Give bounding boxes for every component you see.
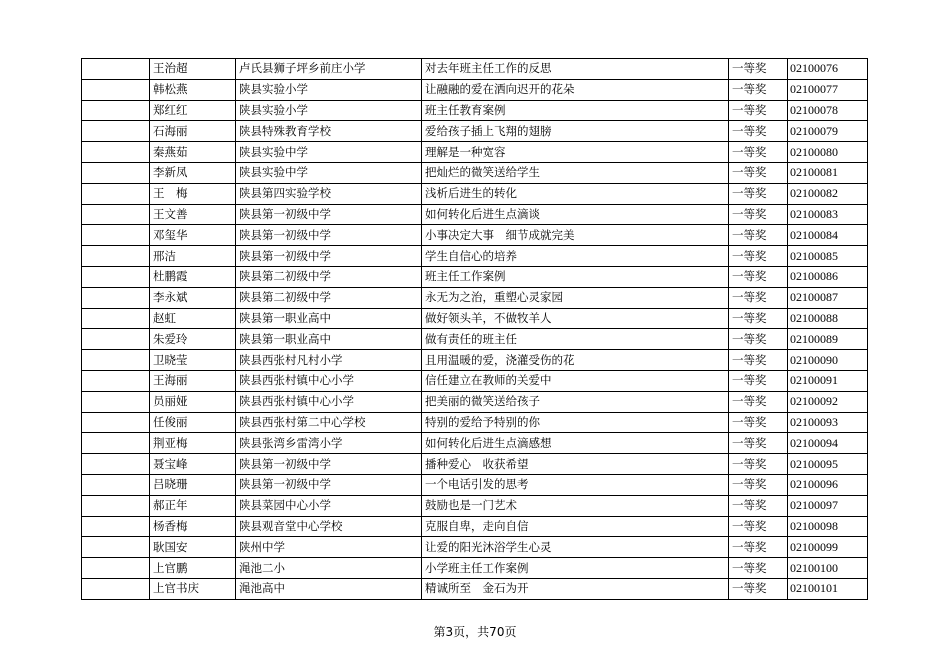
cell-prize: 一等奖 — [729, 412, 788, 433]
cell-code: 02100089 — [788, 329, 868, 350]
cell-index — [82, 287, 150, 308]
cell-index — [82, 578, 150, 599]
cell-title: 爱给孩子插上飞翔的翅膀 — [422, 121, 729, 142]
cell-title: 做有责任的班主任 — [422, 329, 729, 350]
cell-title: 浅析后进生的转化 — [422, 183, 729, 204]
cell-title: 班主任教育案例 — [422, 100, 729, 121]
cell-title: 且用温暖的爱，浇灌受伤的花 — [422, 350, 729, 371]
cell-index — [82, 412, 150, 433]
cell-prize: 一等奖 — [729, 162, 788, 183]
table-row — [82, 370, 868, 391]
cell-prize: 一等奖 — [729, 454, 788, 475]
cell-school: 陕县第一初级中学 — [236, 454, 422, 475]
cell-prize: 一等奖 — [729, 59, 788, 80]
award-table — [81, 58, 868, 600]
cell-school: 卢氏县狮子坪乡前庄小学 — [236, 59, 422, 80]
cell-school: 陕县实验中学 — [236, 162, 422, 183]
cell-school: 陕县西张村第二中心学校 — [236, 412, 422, 433]
cell-prize: 一等奖 — [729, 79, 788, 100]
cell-title: 鼓励也是一门艺术 — [422, 495, 729, 516]
cell-title: 小学班主任工作案例 — [422, 558, 729, 579]
cell-name: 吕晓珊 — [150, 474, 236, 495]
cell-title: 让爱的阳光沐浴学生心灵 — [422, 537, 729, 558]
cell-code: 02100098 — [788, 516, 868, 537]
cell-name: 李永斌 — [150, 287, 236, 308]
cell-code: 02100090 — [788, 350, 868, 371]
cell-school: 陕县菜园中心小学 — [236, 495, 422, 516]
cell-school: 陕县第四实验学校 — [236, 183, 422, 204]
cell-prize: 一等奖 — [729, 246, 788, 267]
cell-index — [82, 495, 150, 516]
cell-index — [82, 454, 150, 475]
cell-name: 荆亚梅 — [150, 433, 236, 454]
table-row — [82, 391, 868, 412]
cell-title: 如何转化后进生点滴感想 — [422, 433, 729, 454]
table-row — [82, 495, 868, 516]
cell-prize: 一等奖 — [729, 308, 788, 329]
cell-school: 陕县第二初级中学 — [236, 266, 422, 287]
cell-name: 李新凤 — [150, 162, 236, 183]
cell-code: 02100101 — [788, 578, 868, 599]
cell-name: 杜鹏霞 — [150, 266, 236, 287]
cell-title: 让融融的爱在洒向迟开的花朵 — [422, 79, 729, 100]
cell-index — [82, 100, 150, 121]
table-row — [82, 350, 868, 371]
table-row — [82, 474, 868, 495]
cell-index — [82, 516, 150, 537]
award-table-body — [82, 59, 868, 600]
cell-prize: 一等奖 — [729, 578, 788, 599]
cell-school: 陕县实验小学 — [236, 100, 422, 121]
table-row — [82, 142, 868, 163]
cell-school: 陕县观音堂中心学校 — [236, 516, 422, 537]
cell-school: 陕县张湾乡雷湾小学 — [236, 433, 422, 454]
cell-name: 耿国安 — [150, 537, 236, 558]
cell-code: 02100085 — [788, 246, 868, 267]
cell-title: 信任建立在教师的关爱中 — [422, 370, 729, 391]
table-row — [82, 454, 868, 475]
cell-title: 把灿烂的微笑送给学生 — [422, 162, 729, 183]
cell-code: 02100077 — [788, 79, 868, 100]
table-row — [82, 516, 868, 537]
cell-school: 陕县西张村镇中心小学 — [236, 370, 422, 391]
cell-school: 陕县第一初级中学 — [236, 204, 422, 225]
cell-name: 王海丽 — [150, 370, 236, 391]
table-row — [82, 329, 868, 350]
cell-prize: 一等奖 — [729, 495, 788, 516]
cell-index — [82, 183, 150, 204]
cell-prize: 一等奖 — [729, 433, 788, 454]
cell-name: 聂宝峰 — [150, 454, 236, 475]
page-footer: 第3页，共70页 — [433, 625, 517, 639]
cell-index — [82, 59, 150, 80]
cell-school: 陕州中学 — [236, 537, 422, 558]
cell-prize: 一等奖 — [729, 287, 788, 308]
table-row — [82, 79, 868, 100]
cell-title: 学生自信心的培养 — [422, 246, 729, 267]
table-row — [82, 225, 868, 246]
cell-school: 陕县第一初级中学 — [236, 474, 422, 495]
cell-code: 02100076 — [788, 59, 868, 80]
cell-index — [82, 246, 150, 267]
cell-school: 陕县特殊教育学校 — [236, 121, 422, 142]
cell-name: 朱爱玲 — [150, 329, 236, 350]
cell-name: 上官鹏 — [150, 558, 236, 579]
cell-index — [82, 474, 150, 495]
table-row — [82, 433, 868, 454]
cell-prize: 一等奖 — [729, 370, 788, 391]
cell-prize: 一等奖 — [729, 121, 788, 142]
cell-code: 02100094 — [788, 433, 868, 454]
cell-name: 石海丽 — [150, 121, 236, 142]
cell-name: 杨香梅 — [150, 516, 236, 537]
cell-index — [82, 329, 150, 350]
cell-code: 02100082 — [788, 183, 868, 204]
cell-name: 王文善 — [150, 204, 236, 225]
cell-prize: 一等奖 — [729, 266, 788, 287]
cell-school: 陕县第一职业高中 — [236, 308, 422, 329]
cell-code: 02100096 — [788, 474, 868, 495]
cell-title: 班主任工作案例 — [422, 266, 729, 287]
cell-name: 任俊丽 — [150, 412, 236, 433]
cell-prize: 一等奖 — [729, 537, 788, 558]
cell-prize: 一等奖 — [729, 516, 788, 537]
cell-code: 02100078 — [788, 100, 868, 121]
cell-title: 精诚所至 金石为开 — [422, 578, 729, 599]
cell-name: 邓玺华 — [150, 225, 236, 246]
table-row — [82, 100, 868, 121]
cell-school: 陕县第一初级中学 — [236, 246, 422, 267]
cell-prize: 一等奖 — [729, 183, 788, 204]
cell-name: 秦燕茹 — [150, 142, 236, 163]
table-row — [82, 558, 868, 579]
cell-name: 王治超 — [150, 59, 236, 80]
cell-school: 陕县实验中学 — [236, 142, 422, 163]
cell-title: 播种爱心 收获希望 — [422, 454, 729, 475]
cell-prize: 一等奖 — [729, 329, 788, 350]
cell-prize: 一等奖 — [729, 350, 788, 371]
cell-prize: 一等奖 — [729, 558, 788, 579]
cell-prize: 一等奖 — [729, 100, 788, 121]
cell-index — [82, 350, 150, 371]
cell-prize: 一等奖 — [729, 142, 788, 163]
cell-title: 对去年班主任工作的反思 — [422, 59, 729, 80]
cell-code: 02100080 — [788, 142, 868, 163]
cell-code: 02100100 — [788, 558, 868, 579]
cell-prize: 一等奖 — [729, 474, 788, 495]
cell-index — [82, 537, 150, 558]
cell-name: 韩松燕 — [150, 79, 236, 100]
cell-index — [82, 558, 150, 579]
cell-prize: 一等奖 — [729, 204, 788, 225]
cell-school: 陕县第一初级中学 — [236, 225, 422, 246]
cell-title: 小事决定大事 细节成就完美 — [422, 225, 729, 246]
cell-school: 陕县第一职业高中 — [236, 329, 422, 350]
cell-name: 邢洁 — [150, 246, 236, 267]
cell-name: 赵虹 — [150, 308, 236, 329]
cell-code: 02100083 — [788, 204, 868, 225]
cell-index — [82, 266, 150, 287]
table-row — [82, 59, 868, 80]
cell-title: 特别的爱给予特别的你 — [422, 412, 729, 433]
cell-index — [82, 225, 150, 246]
cell-code: 02100095 — [788, 454, 868, 475]
table-row — [82, 537, 868, 558]
cell-school: 陕县实验小学 — [236, 79, 422, 100]
cell-school: 渑池高中 — [236, 578, 422, 599]
cell-title: 把美丽的微笑送给孩子 — [422, 391, 729, 412]
cell-index — [82, 162, 150, 183]
cell-index — [82, 121, 150, 142]
cell-index — [82, 370, 150, 391]
cell-title: 克服自卑，走向自信 — [422, 516, 729, 537]
cell-code: 02100088 — [788, 308, 868, 329]
cell-index — [82, 433, 150, 454]
cell-school: 陕县西张村凡村小学 — [236, 350, 422, 371]
cell-code: 02100093 — [788, 412, 868, 433]
cell-title: 做好领头羊，不做牧羊人 — [422, 308, 729, 329]
cell-prize: 一等奖 — [729, 391, 788, 412]
cell-name: 上官书庆 — [150, 578, 236, 599]
table-row — [82, 287, 868, 308]
cell-code: 02100084 — [788, 225, 868, 246]
cell-title: 理解是一种宽容 — [422, 142, 729, 163]
cell-code: 02100087 — [788, 287, 868, 308]
cell-title: 如何转化后进生点滴谈 — [422, 204, 729, 225]
cell-school: 陕县第二初级中学 — [236, 287, 422, 308]
cell-name: 卫晓莹 — [150, 350, 236, 371]
cell-code: 02100091 — [788, 370, 868, 391]
cell-code: 02100081 — [788, 162, 868, 183]
table-row — [82, 578, 868, 599]
cell-school: 陕县西张村镇中心小学 — [236, 391, 422, 412]
cell-name: 郑红红 — [150, 100, 236, 121]
table-row — [82, 162, 868, 183]
cell-index — [82, 142, 150, 163]
cell-name: 员丽娅 — [150, 391, 236, 412]
table-row — [82, 246, 868, 267]
cell-title: 永无为之治，重塑心灵家园 — [422, 287, 729, 308]
cell-code: 02100086 — [788, 266, 868, 287]
table-row — [82, 204, 868, 225]
cell-code: 02100092 — [788, 391, 868, 412]
table-row — [82, 183, 868, 204]
table-row — [82, 412, 868, 433]
cell-code: 02100097 — [788, 495, 868, 516]
cell-school: 渑池二小 — [236, 558, 422, 579]
cell-code: 02100079 — [788, 121, 868, 142]
cell-index — [82, 79, 150, 100]
cell-index — [82, 204, 150, 225]
cell-index — [82, 308, 150, 329]
cell-index — [82, 391, 150, 412]
cell-name: 郝正年 — [150, 495, 236, 516]
table-row — [82, 121, 868, 142]
cell-name: 王 梅 — [150, 183, 236, 204]
table-row — [82, 308, 868, 329]
cell-code: 02100099 — [788, 537, 868, 558]
table-row — [82, 266, 868, 287]
cell-title: 一个电话引发的思考 — [422, 474, 729, 495]
cell-prize: 一等奖 — [729, 225, 788, 246]
